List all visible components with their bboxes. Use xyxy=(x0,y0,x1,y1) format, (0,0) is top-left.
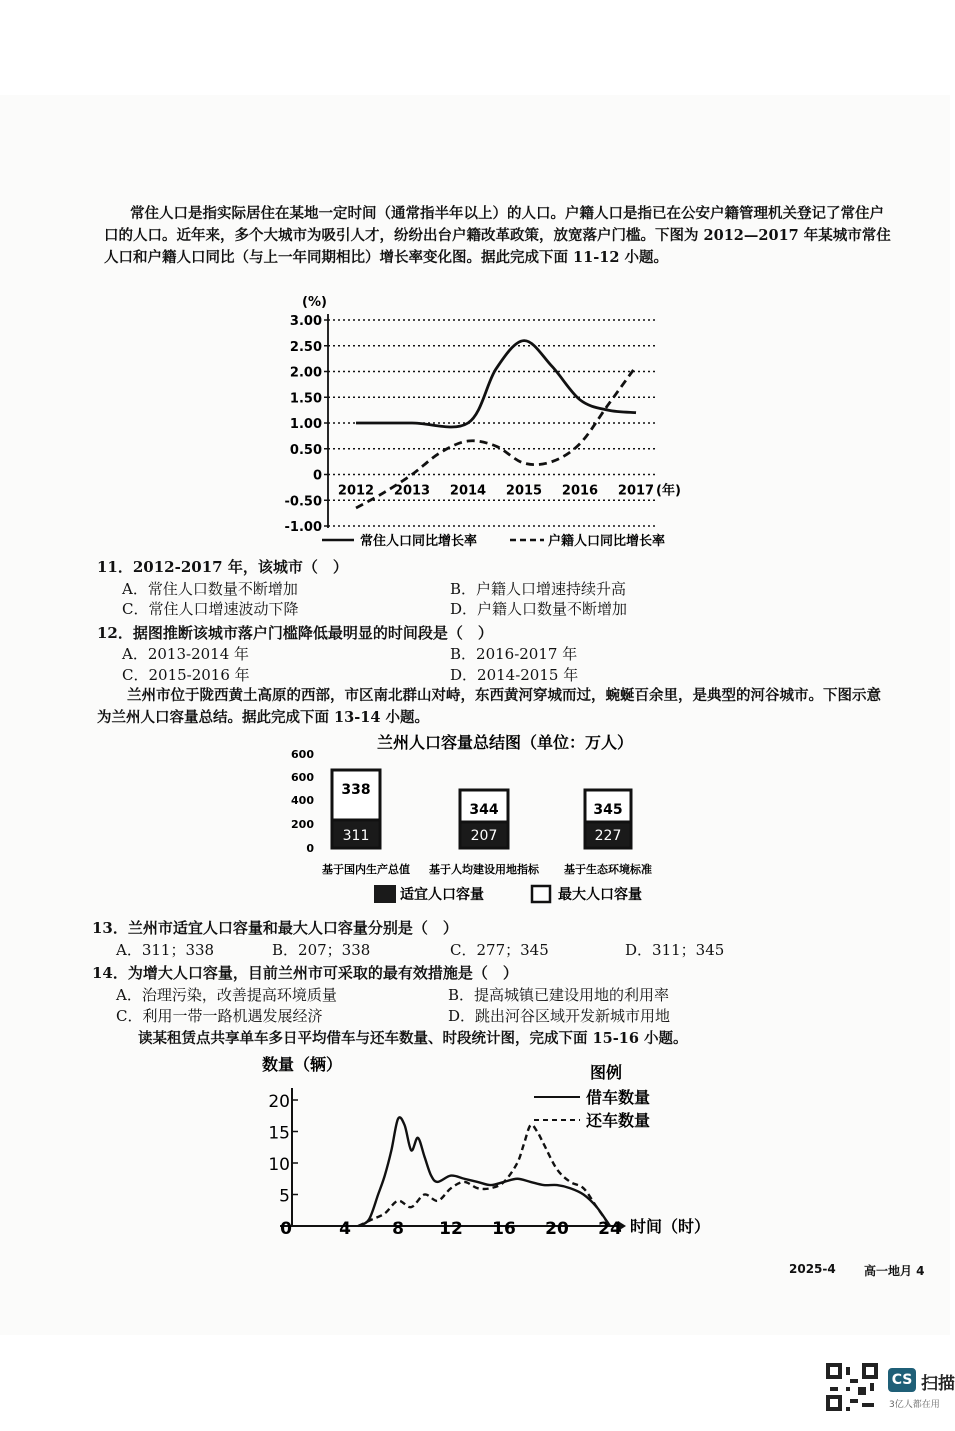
y-tick-label: 0.50 xyxy=(289,442,322,458)
qr-code-icon xyxy=(826,1363,878,1411)
y-tick-label: 200 xyxy=(291,818,314,831)
footer-label: 高一地月 4 xyxy=(864,1264,925,1278)
max-capacity-label: 338 xyxy=(341,782,371,798)
x-tick-label: 2016 xyxy=(561,483,599,499)
q11-option-c[interactable]: C．常住人口增速波动下降 xyxy=(122,600,299,618)
suitable-capacity-label: 227 xyxy=(594,828,622,844)
return-count-line xyxy=(358,1125,610,1226)
x-tick-label: 20 xyxy=(545,1219,569,1239)
x-tick-label: 2015 xyxy=(505,483,543,499)
y-tick-label: 1.00 xyxy=(289,417,322,432)
scanner-app-badge: CS xyxy=(888,1368,916,1392)
y-tick-label: 3.00 xyxy=(289,314,322,329)
q12-option-b[interactable]: B．2016-2017 年 xyxy=(450,645,578,663)
x-tick-label: 16 xyxy=(492,1219,516,1239)
x-axis-title: 时间（时） xyxy=(630,1217,711,1236)
q14-option-c[interactable]: C．利用一带一路机遇发展经济 xyxy=(116,1007,323,1025)
x-axis-unit: (年) xyxy=(656,483,681,499)
legend-suitable-swatch xyxy=(374,885,396,903)
legend-max-swatch xyxy=(532,886,550,902)
y-axis-title: 数量（辆） xyxy=(262,1055,343,1074)
x-tick-label: 2017 xyxy=(617,483,655,499)
suitable-capacity-label: 207 xyxy=(470,828,498,844)
q13-option-b[interactable]: B．207；338 xyxy=(272,941,371,959)
passage-bike-intro: 读某租赁点共享单车多日平均借车与还车数量、时段统计图，完成下面 15-16 小题。 xyxy=(138,1030,688,1047)
x-tick-label: 2014 xyxy=(449,483,487,499)
y-tick-label: -1.00 xyxy=(284,520,322,535)
y-tick-label: 600 xyxy=(291,748,314,761)
y-axis-unit: (%) xyxy=(302,295,327,310)
x-tick-label: 2012 xyxy=(337,483,375,499)
category-label: 基于人均建设用地指标 xyxy=(429,863,539,876)
passage-population-intro: 常住人口是指实际居住在某地一定时间（通常指半年以上）的人口。户籍人口是指已在公安户籍管理机关登记了常住户口的人口。近年来，多个大城市为吸引人才，纷纷出台户籍改革政策，放宽落户门槛。下图为 2012—2017 年某城市常住人口和户籍人口同比（与上一年同期相比）增长率变化图。据此完成下面 11-12 小题。 xyxy=(104,205,891,266)
max-capacity-label: 345 xyxy=(593,802,623,818)
x-tick-label: 8 xyxy=(392,1219,404,1239)
x-tick-label: 4 xyxy=(339,1219,351,1239)
legend-max-label: 最大人口容量 xyxy=(558,887,642,903)
y-tick-label: 20 xyxy=(268,1092,290,1112)
q13-option-c[interactable]: C．277；345 xyxy=(450,941,549,959)
legend-resident-label: 常住人口同比增长率 xyxy=(360,534,478,549)
suitable-capacity-label: 311 xyxy=(342,828,370,844)
y-tick-label: 400 xyxy=(291,794,314,807)
y-tick-label: 600 xyxy=(291,771,314,784)
q12-option-d[interactable]: D．2014-2015 年 xyxy=(450,666,579,684)
x-tick-label: 2013 xyxy=(393,483,431,499)
y-tick-label: 1.50 xyxy=(289,391,322,407)
category-label: 基于生态环境标准 xyxy=(564,863,652,876)
q14-option-b[interactable]: B．提高城镇已建设用地的利用率 xyxy=(448,986,670,1004)
q11-option-a[interactable]: A．常住人口数量不断增加 xyxy=(122,580,298,598)
max-capacity-label: 344 xyxy=(469,802,499,818)
legend-borrow-label: 借车数量 xyxy=(586,1088,651,1107)
population-growth-chart xyxy=(282,290,712,560)
y-tick-label: -0.50 xyxy=(284,494,322,510)
legend-suitable-label: 适宜人口容量 xyxy=(400,887,484,903)
footer-code: 2025-4 xyxy=(789,1262,836,1276)
x-tick-label: 24 xyxy=(598,1219,622,1239)
chart-title: 兰州人口容量总结图（单位：万人） xyxy=(376,733,634,752)
x-tick-label: 0 xyxy=(280,1219,292,1239)
q14-option-d[interactable]: D．跳出河谷区域开发新城市用地 xyxy=(448,1007,671,1025)
q12-option-c[interactable]: C．2015-2016 年 xyxy=(122,666,250,684)
category-label: 基于国内生产总值 xyxy=(322,863,410,876)
y-tick-label: 2.50 xyxy=(289,339,322,355)
y-tick-label: 10 xyxy=(268,1155,290,1175)
bike-rental-chart xyxy=(250,1050,720,1250)
y-tick-label: 2.00 xyxy=(289,365,322,381)
legend-registered-label: 户籍人口同比增长率 xyxy=(548,534,666,549)
y-tick-label: 15 xyxy=(268,1123,290,1144)
q12-option-a[interactable]: A．2013-2014 年 xyxy=(122,645,250,663)
q11-option-d[interactable]: D．户籍人口数量不断增加 xyxy=(450,600,628,618)
question-11-stem: 11．2012-2017 年，该城市（ ） xyxy=(97,558,348,576)
passage-lanzhou-intro: 兰州市位于陇西黄土高原的西部，市区南北群山对峙，东西黄河穿城而过，蜿蜒百余里，是典型的河谷城市。下图示意为兰州人口容量总结。据此完成下面 13-14 小题。 xyxy=(97,687,881,726)
x-tick-label: 12 xyxy=(439,1219,463,1239)
resident-population-line xyxy=(356,341,636,427)
q14-option-a[interactable]: A．治理污染，改善提高环境质量 xyxy=(116,986,337,1004)
legend-return-label: 还车数量 xyxy=(586,1111,651,1130)
borrow-count-line xyxy=(358,1117,610,1226)
scanner-brand: 扫描 xyxy=(921,1374,955,1394)
q11-option-b[interactable]: B．户籍人口增速持续升高 xyxy=(450,580,627,598)
question-12-stem: 12．据图推断该城市落户门槛降低最明显的时间段是（ ） xyxy=(97,624,493,642)
scanner-tagline: 3亿人都在用 xyxy=(889,1400,940,1410)
question-13-stem: 13．兰州市适宜人口容量和最大人口容量分别是（ ） xyxy=(92,919,458,937)
lanzhou-capacity-chart xyxy=(280,730,700,910)
q13-option-d[interactable]: D．311；345 xyxy=(625,941,725,959)
y-tick-label: 0 xyxy=(306,842,314,855)
y-tick-label: 5 xyxy=(279,1186,290,1207)
question-14-stem: 14．为增大人口容量，目前兰州市可采取的最有效措施是（ ） xyxy=(92,964,518,982)
q13-option-a[interactable]: A．311；338 xyxy=(116,941,215,959)
y-tick-label: 0 xyxy=(312,468,322,484)
legend-title: 图例 xyxy=(590,1063,623,1082)
